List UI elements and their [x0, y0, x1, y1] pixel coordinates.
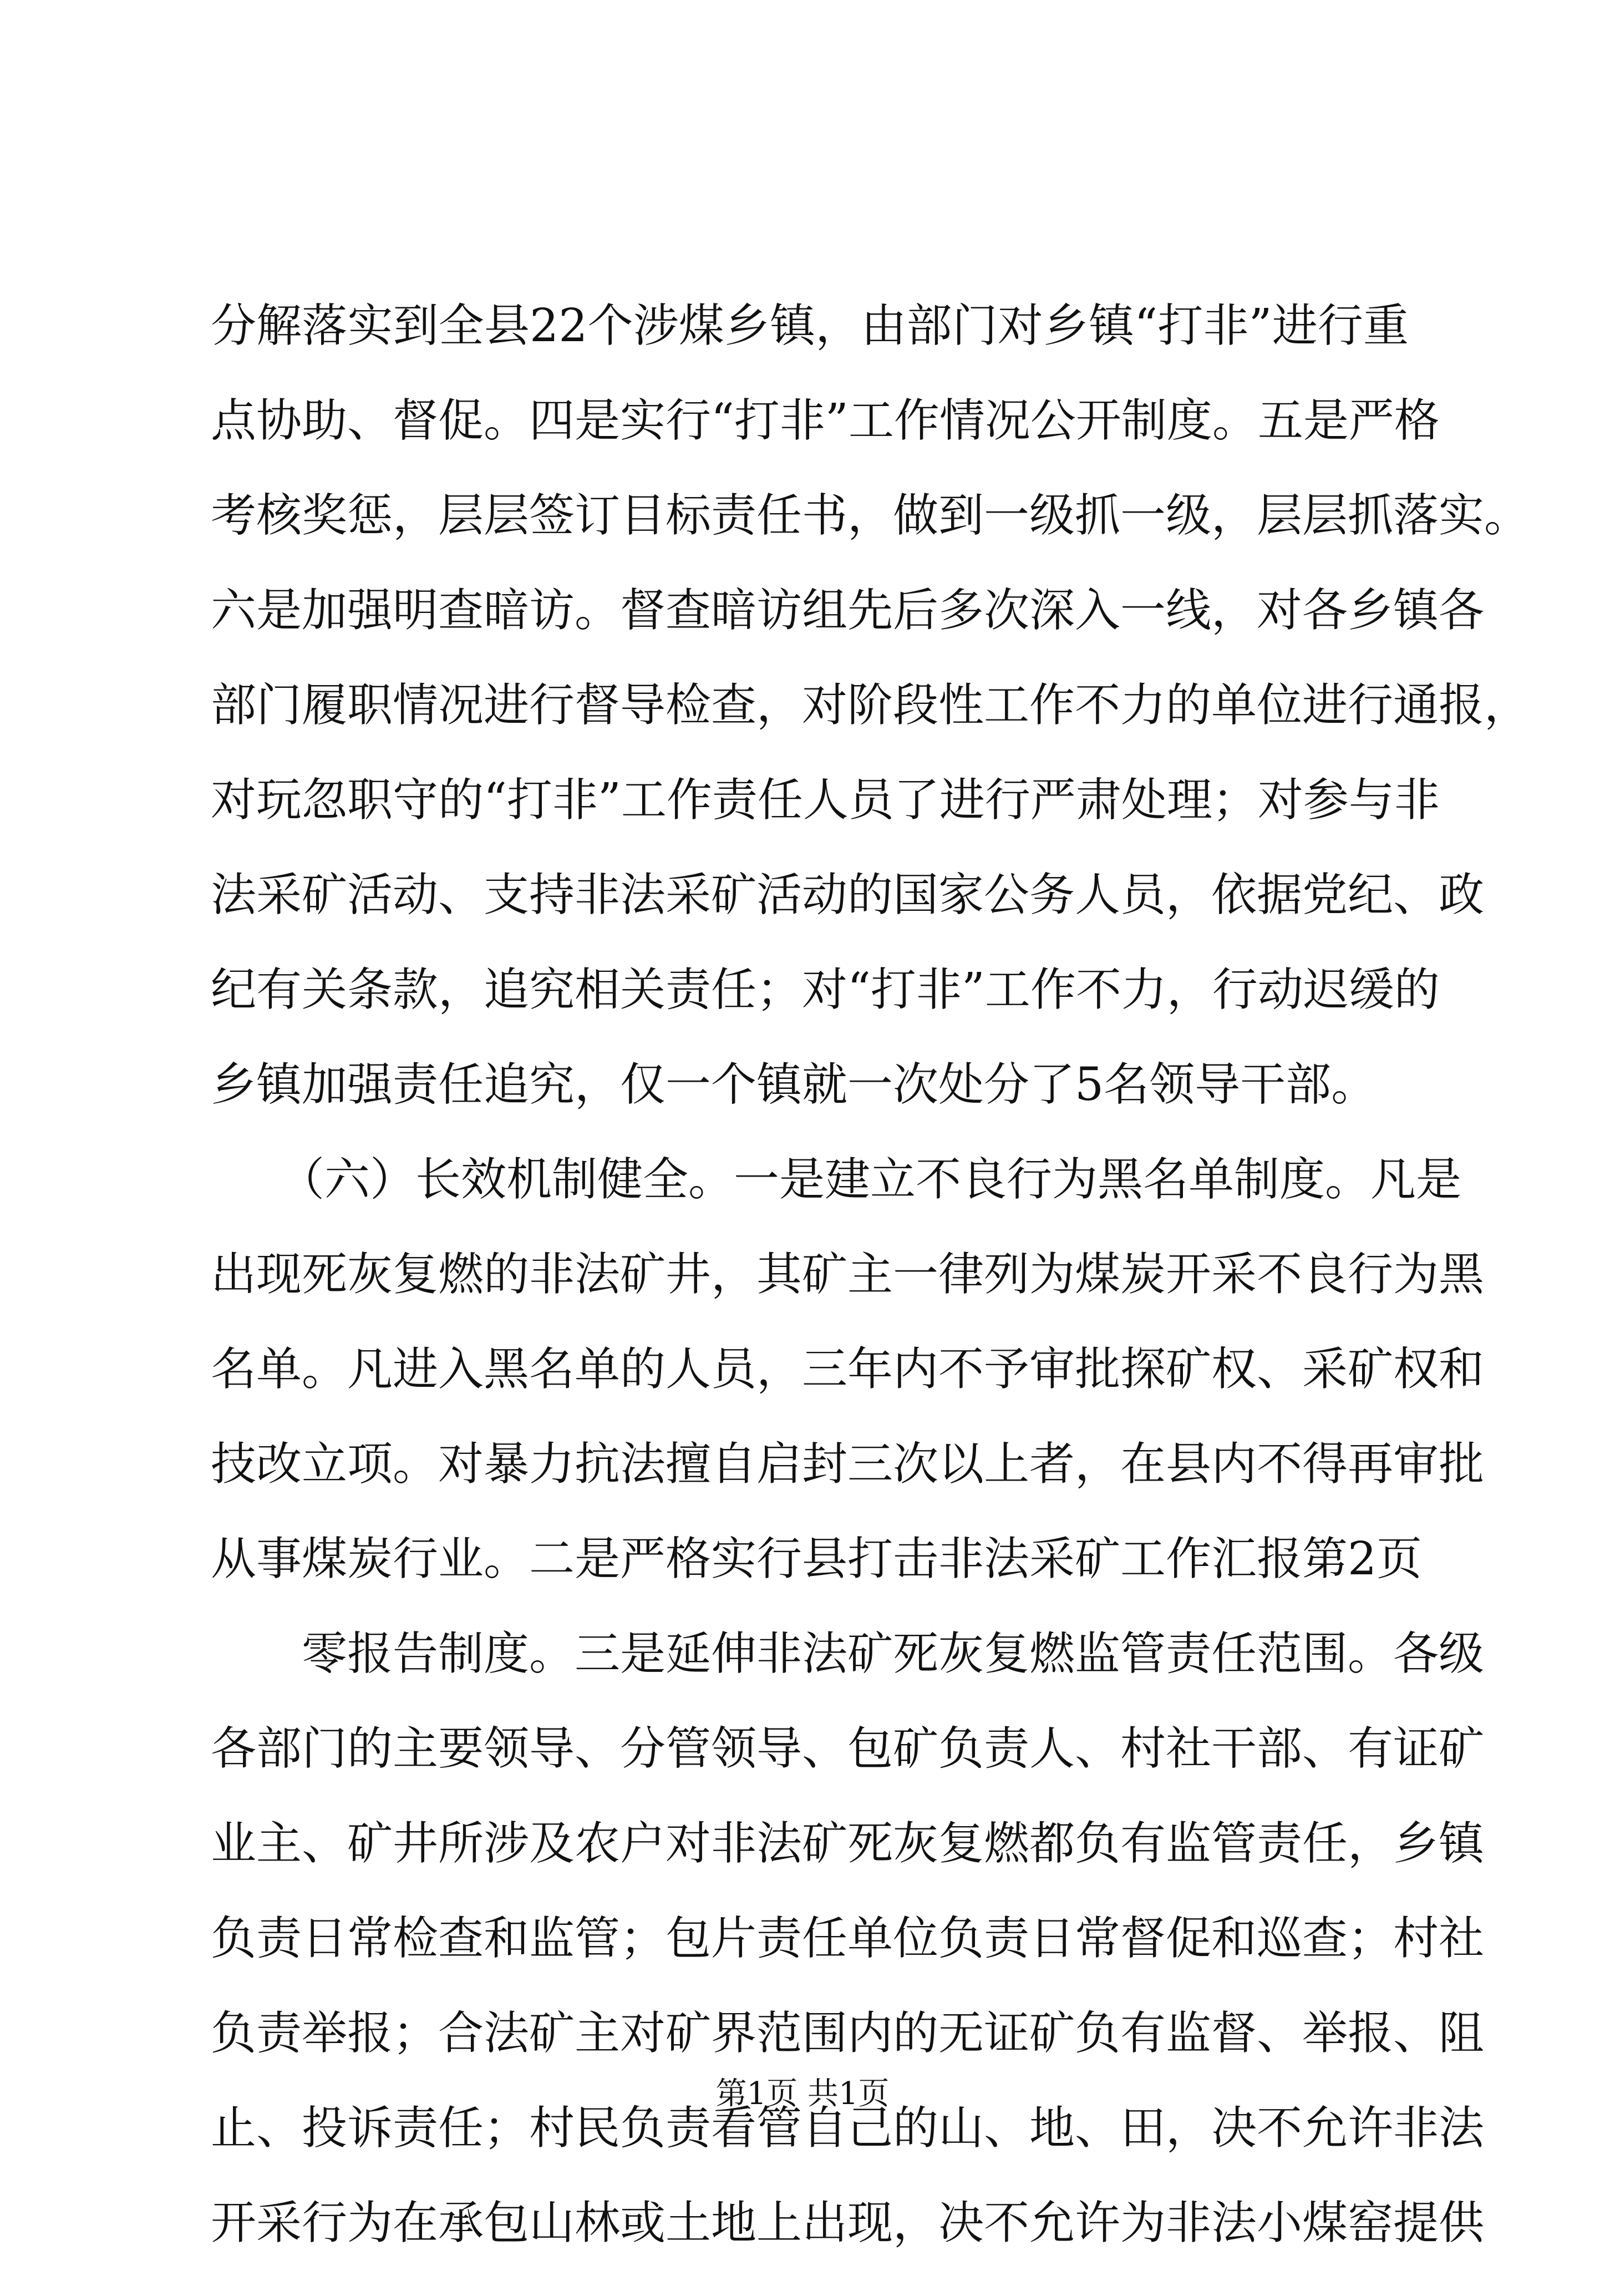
text-line: 分解落实到全县22个涉煤乡镇，由部门对乡镇“打非”进行重	[211, 300, 1409, 352]
text-line: 技改立项。对暴力抗法擅自启封三次以上者，在县内不得再审批	[211, 1438, 1485, 1491]
text-line: 零报告制度。三是延伸非法矿死灰复燃监管责任范围。各级	[211, 1628, 1485, 1680]
text-line: 各部门的主要领导、分管领导、包矿负责人、村社干部、有证矿	[211, 1722, 1485, 1775]
text-line: 点协助、督促。四是实行“打非”工作情况公开制度。五是严格	[211, 394, 1440, 447]
text-line: 止、投诉责任；村民负责看管自己的山、地、田，决不允许非法	[211, 2102, 1485, 2155]
text-line: （六）长效机制健全。一是建立不良行为黑名单制度。凡是	[211, 1153, 1462, 1206]
text-line: 对玩忽职守的“打非”工作责任人员了进行严肃处理；对参与非	[211, 774, 1440, 827]
page-footer: 第1页 共1页	[715, 2076, 890, 2112]
text-line: 考核奖惩，层层签订目标责任书，做到一级抓一级，层层抓落实。	[211, 489, 1530, 542]
text-line: 开采行为在承包山林或土地上出现，决不允许为非法小煤窑提供	[211, 2197, 1485, 2249]
text-line: 六是加强明查暗访。督查暗访组先后多次深入一线，对各乡镇各	[211, 584, 1485, 637]
text-line: 业主、矿井所涉及农户对非法矿死灰复燃都负有监管责任，乡镇	[211, 1817, 1485, 1870]
body-text	[211, 300, 1530, 2296]
text-line: 乡镇加强责任追究，仅一个镇就一次处分了5名领导干部。	[211, 1058, 1377, 1111]
text-line: 负责举报；合法矿主对矿界范围内的无证矿负有监督、举报、阻	[211, 2007, 1485, 2060]
text-line: 出现死灰复燃的非法矿井，其矿主一律列为煤炭开采不良行为黑	[211, 1248, 1485, 1301]
text-line: 负责日常检查和监管；包片责任单位负责日常督促和巡查；村社	[211, 1912, 1485, 1965]
text-line: 名单。凡进入黑名单的人员，三年内不予审批探矿权、采矿权和	[211, 1343, 1485, 1396]
text-line: 纪有关条款，追究相关责任；对“打非”工作不力，行动迟缓的	[211, 964, 1440, 1016]
text-line: 从事煤炭行业。二是严格实行县打击非法采矿工作汇报第2页	[211, 1533, 1423, 1585]
text-line: 法采矿活动、支持非法采矿活动的国家公务人员，依据党纪、政	[211, 869, 1485, 921]
text-line: 部门履职情况进行督导检查，对阶段性工作不力的单位进行通报，	[211, 679, 1530, 732]
